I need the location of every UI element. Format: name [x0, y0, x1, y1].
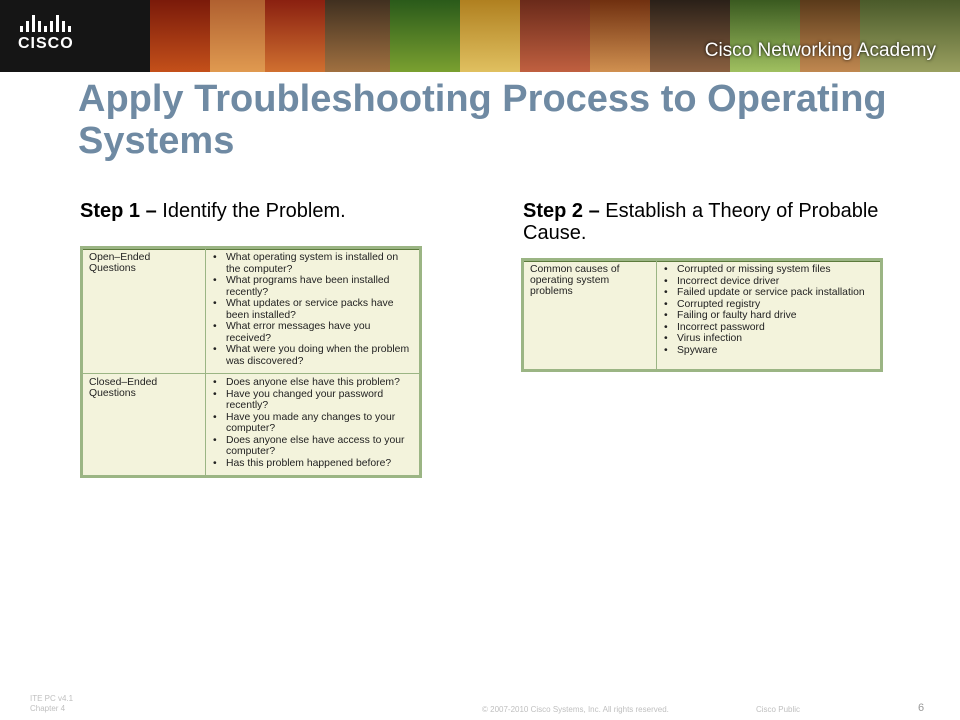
- list-item: • Failed update or service pack installation: [677, 287, 874, 299]
- list-item: • Spyware: [677, 345, 874, 357]
- table-row: [83, 374, 420, 476]
- list-item: • Does anyone else have this problem?: [226, 377, 413, 389]
- list-item: • Failing or faulty hard drive: [677, 310, 874, 322]
- cause-list: [663, 264, 874, 356]
- list-item: • Does anyone else have access to your computer?: [226, 435, 413, 458]
- table-row: [83, 249, 420, 374]
- step1-text: Identify the Problem.: [156, 200, 346, 222]
- step2-heading: [523, 200, 903, 244]
- step2-text: Establish a Theory of Probable Cause.: [523, 200, 879, 244]
- step2-label: Step 2 –: [523, 200, 600, 222]
- cisco-wordmark: CISCO: [18, 35, 74, 52]
- question-list: [212, 252, 413, 367]
- row-label: Closed–Ended Questions: [83, 374, 206, 476]
- list-item: • Has this problem happened before?: [226, 458, 413, 470]
- cisco-logo: [18, 14, 90, 58]
- cisco-bars-icon: [20, 14, 90, 32]
- row-label: Common causes of operating system problems: [524, 261, 657, 370]
- question-list: [212, 377, 413, 469]
- course-info: [30, 694, 73, 714]
- step1-table: [80, 246, 422, 478]
- list-item: • Have you changed your password recently?: [226, 389, 413, 412]
- list-item: • Incorrect device driver: [677, 276, 874, 288]
- header-banner: [0, 0, 960, 72]
- copyright-text: © 2007-2010 Cisco Systems, Inc. All rights reserved.: [482, 705, 669, 714]
- course-name: ITE PC v4.1: [30, 694, 74, 703]
- list-item: • What were you doing when the problem was discovered?: [226, 344, 413, 367]
- slide-title: Apply Troubleshooting Process to Operating Systems: [78, 78, 887, 162]
- step2-table: [521, 258, 883, 372]
- list-item: • What operating system is installed on the computer?: [226, 252, 413, 275]
- step1-heading: [80, 200, 480, 222]
- list-item: • Corrupted registry: [677, 299, 874, 311]
- academy-wordmark: Cisco Networking Academy: [704, 40, 936, 61]
- page-number: 6: [918, 702, 925, 714]
- table-row: [524, 261, 881, 370]
- list-item: • Have you made any changes to your computer?: [226, 412, 413, 435]
- list-item: • Virus infection: [677, 333, 874, 345]
- step1-label: Step 1 –: [80, 200, 157, 222]
- chapter-name: Chapter 4: [30, 704, 66, 713]
- row-label: Open–Ended Questions: [83, 249, 206, 374]
- list-item: • What programs have been installed recently?: [226, 275, 413, 298]
- list-item: • What updates or service packs have been installed?: [226, 298, 413, 321]
- list-item: • Incorrect password: [677, 322, 874, 334]
- list-item: • Corrupted or missing system files: [677, 264, 874, 276]
- list-item: • What error messages have you received?: [226, 321, 413, 344]
- classification-text: Cisco Public: [756, 705, 801, 714]
